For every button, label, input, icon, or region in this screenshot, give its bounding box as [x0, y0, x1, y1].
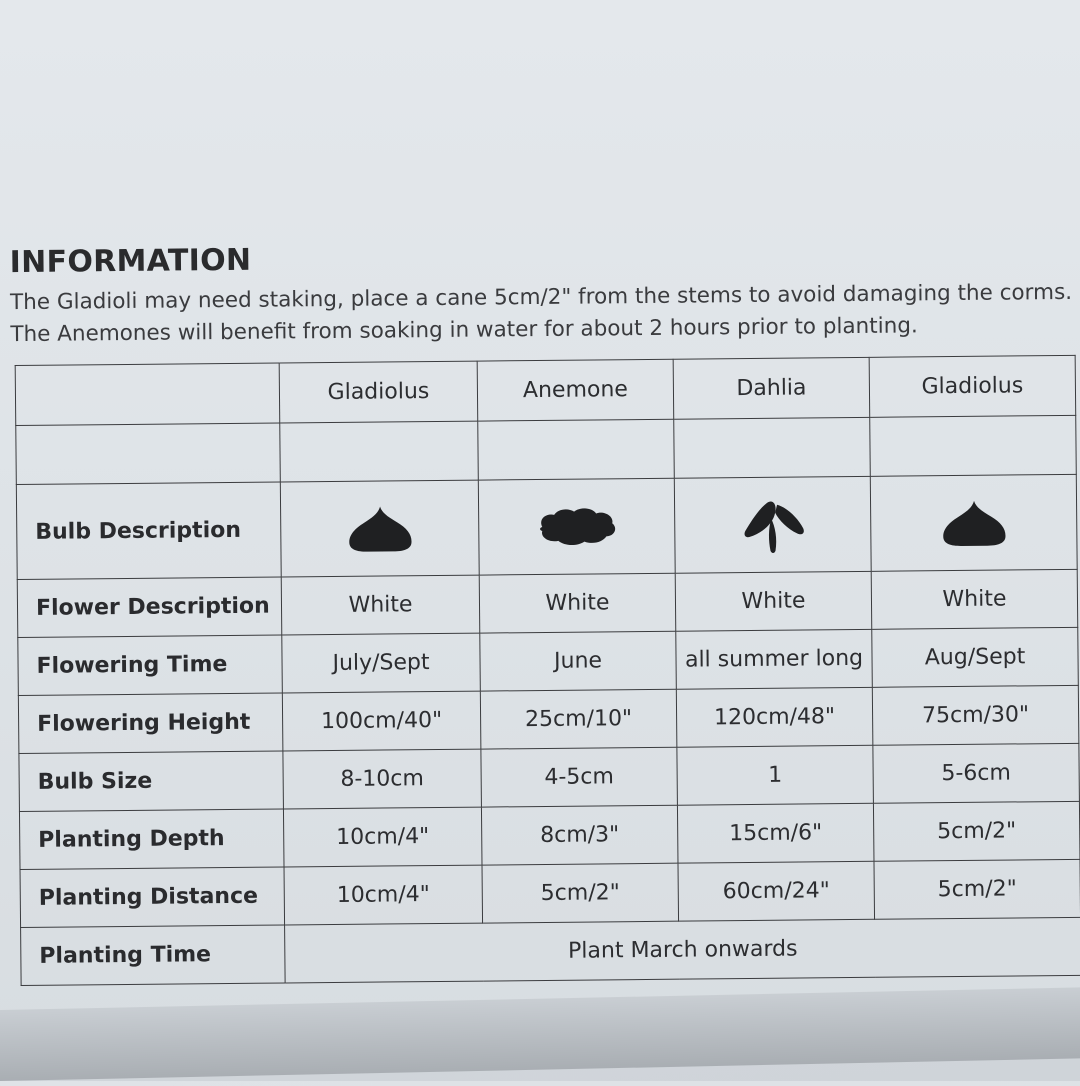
blank-cell — [674, 417, 871, 478]
bulb-information-table — [15, 355, 1080, 986]
row-label: Planting Distance — [20, 867, 285, 928]
tuber-cluster-icon — [536, 504, 618, 549]
intro-text — [10, 277, 1071, 351]
table-cell: 10cm/4" — [284, 865, 483, 925]
table-row-bulb-description — [16, 474, 1077, 579]
table-blank-row — [16, 415, 1077, 484]
row-label: Flower Description — [17, 577, 282, 638]
claw-tuber-icon — [736, 494, 809, 555]
bulb-cell — [478, 478, 675, 575]
row-label: Flowering Height — [18, 693, 283, 754]
table-cell: White — [871, 569, 1078, 629]
row-label: Planting Time — [21, 925, 286, 986]
blank-cell — [870, 415, 1077, 476]
bulb-cell — [870, 474, 1077, 571]
corm-icon — [939, 498, 1009, 549]
table-cell: 100cm/40" — [282, 691, 481, 751]
intro-line-gladioli: The Gladioli may need staking, place a cane 5cm/2" from the stems to avoid damaging the corms. — [9, 279, 1073, 316]
row-label: Planting Depth — [19, 809, 284, 870]
blank-cell — [478, 419, 675, 480]
table-cell: Aug/Sept — [872, 627, 1079, 687]
table-cell: 120cm/48" — [676, 687, 873, 747]
bulb-cell — [280, 480, 479, 577]
table-cell: White — [479, 573, 676, 633]
column-header: Dahlia — [673, 357, 870, 419]
column-header: Gladiolus — [279, 361, 478, 423]
table-row-bulb-size — [19, 743, 1080, 811]
intro-line-anemones: The Anemones will benefit from soaking in water for about 2 hours prior to planting. — [10, 313, 918, 348]
column-header: Gladiolus — [869, 355, 1076, 417]
table-cell: 8-10cm — [283, 749, 482, 809]
table-cell: all summer long — [676, 629, 873, 689]
table-cell: 15cm/6" — [677, 803, 874, 863]
table-cell: 1 — [677, 745, 874, 805]
table-cell: 25cm/10" — [480, 689, 677, 749]
bulb-cell — [674, 476, 871, 573]
blank-cell — [16, 423, 281, 485]
table-row-flowering-height — [18, 685, 1079, 753]
corm-icon — [345, 503, 415, 554]
table-cell: White — [281, 575, 480, 635]
table-cell: 8cm/3" — [481, 805, 678, 865]
section-heading: INFORMATION — [9, 242, 252, 281]
row-label: Flowering Time — [18, 635, 283, 696]
table-cell: 5cm/2" — [482, 863, 679, 923]
table-row-planting-depth — [19, 801, 1080, 869]
table-cell: 75cm/30" — [872, 685, 1079, 745]
table-cell: White — [675, 571, 872, 631]
row-label: Bulb Size — [19, 751, 284, 812]
table-cell: 5-6cm — [873, 743, 1080, 803]
table-cell: 4-5cm — [481, 747, 678, 807]
table-row-planting-time — [21, 917, 1080, 985]
table-cell: 5cm/2" — [874, 859, 1080, 919]
blank-cell — [280, 421, 479, 482]
table-header-row — [15, 355, 1076, 425]
table-cell: July/Sept — [282, 633, 481, 693]
table-row-flowering-time — [18, 627, 1079, 695]
row-label: Bulb Description — [16, 482, 281, 580]
table-cell: 10cm/4" — [283, 807, 482, 867]
table-cell: 60cm/24" — [678, 861, 875, 921]
header-corner-cell — [15, 363, 280, 426]
table-row-flower-description — [17, 569, 1078, 637]
table-row-planting-distance — [20, 859, 1080, 927]
table-cell: 5cm/2" — [873, 801, 1080, 861]
column-header: Anemone — [477, 359, 674, 421]
planting-time-cell: Plant March onwards — [285, 917, 1080, 983]
table-cell: June — [480, 631, 677, 691]
